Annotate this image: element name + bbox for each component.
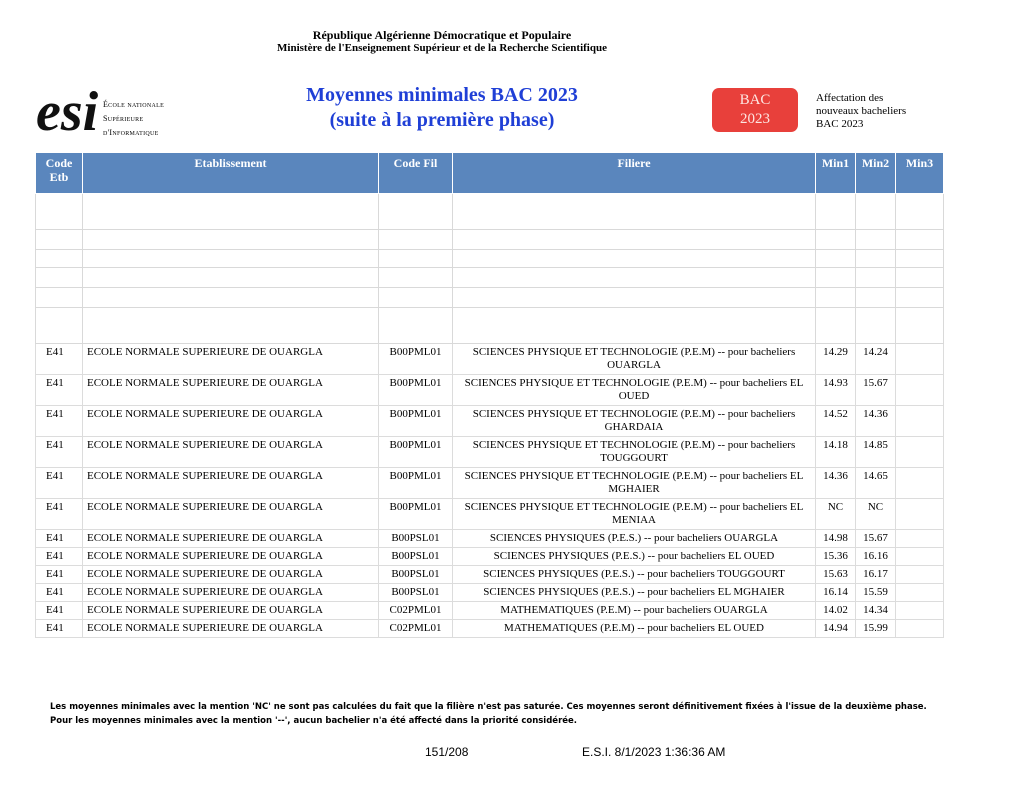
cell-min2: 15.67 <box>856 375 896 406</box>
cell-code-fil: B00PSL01 <box>379 548 453 566</box>
cell-code-etb: E41 <box>36 437 83 468</box>
cell-etablissement: ECOLE NORMALE SUPERIEURE DE OUARGLA <box>83 602 379 620</box>
cell-code-etb: E41 <box>36 406 83 437</box>
cell-min1: 15.63 <box>816 566 856 584</box>
col-header-code-fil: Code Fil <box>379 153 453 194</box>
cell-min1: 14.18 <box>816 437 856 468</box>
cell-min3 <box>896 406 944 437</box>
cell-etablissement: ECOLE NORMALE SUPERIEURE DE OUARGLA <box>83 499 379 530</box>
cell-filiere: SCIENCES PHYSIQUES (P.E.S.) -- pour bacheliers OUARGLA <box>453 530 816 548</box>
cell-min3 <box>896 344 944 375</box>
cell-min1: 14.02 <box>816 602 856 620</box>
cell-etablissement: ECOLE NORMALE SUPERIEURE DE OUARGLA <box>83 375 379 406</box>
cell-code-etb: E41 <box>36 584 83 602</box>
cell-min3 <box>896 548 944 566</box>
cell-min3 <box>896 499 944 530</box>
table-row <box>36 566 944 584</box>
cell-filiere: MATHEMATIQUES (P.E.M) -- pour bacheliers OUARGLA <box>453 602 816 620</box>
cell-code-etb: E41 <box>36 566 83 584</box>
col-header-min2: Min2 <box>856 153 896 194</box>
cell-etablissement: ECOLE NORMALE SUPERIEURE DE OUARGLA <box>83 468 379 499</box>
table-row <box>36 344 944 375</box>
cell-filiere: SCIENCES PHYSIQUE ET TECHNOLOGIE (P.E.M) -- pour bacheliers EL MENIAA <box>453 499 816 530</box>
page-title: Moyennes minimales BAC 2023 <box>306 84 578 106</box>
cell-etablissement: ECOLE NORMALE SUPERIEURE DE OUARGLA <box>83 406 379 437</box>
header-ministry: Ministère de l'Enseignement Supérieur et de la Recherche Scientifique <box>277 42 607 54</box>
cell-etablissement: ECOLE NORMALE SUPERIEURE DE OUARGLA <box>83 530 379 548</box>
cell-code-etb: E41 <box>36 548 83 566</box>
cell-code-fil: C02PML01 <box>379 620 453 638</box>
cell-min2: 16.16 <box>856 548 896 566</box>
cell-min1: 16.14 <box>816 584 856 602</box>
cell-code-fil: B00PML01 <box>379 437 453 468</box>
cell-etablissement: ECOLE NORMALE SUPERIEURE DE OUARGLA <box>83 584 379 602</box>
svg-text:esi: esi <box>36 84 99 136</box>
logo-line-1: École nationale <box>103 100 165 109</box>
table-row <box>36 499 944 530</box>
table-row <box>36 530 944 548</box>
table-row <box>36 468 944 499</box>
table-row <box>36 375 944 406</box>
cell-min1: 14.36 <box>816 468 856 499</box>
badge-line-1: BAC <box>739 92 771 108</box>
cell-code-etb: E41 <box>36 602 83 620</box>
logo-line-3: d'Informatique <box>103 128 159 137</box>
affectation-note <box>816 92 946 131</box>
cell-code-fil: B00PSL01 <box>379 584 453 602</box>
cell-etablissement: ECOLE NORMALE SUPERIEURE DE OUARGLA <box>83 437 379 468</box>
cell-code-fil: B00PSL01 <box>379 566 453 584</box>
esi-logo-text <box>103 98 164 140</box>
cell-code-etb: E41 <box>36 499 83 530</box>
cell-min2: NC <box>856 499 896 530</box>
cell-min3 <box>896 530 944 548</box>
cell-filiere: SCIENCES PHYSIQUES (P.E.S.) -- pour bacheliers EL OUED <box>453 548 816 566</box>
cell-min3 <box>896 566 944 584</box>
cell-etablissement: ECOLE NORMALE SUPERIEURE DE OUARGLA <box>83 548 379 566</box>
empty-row <box>36 268 944 288</box>
bac-2023-badge <box>712 88 798 132</box>
cell-min3 <box>896 375 944 406</box>
cell-code-fil: B00PML01 <box>379 344 453 375</box>
cell-filiere: SCIENCES PHYSIQUES (P.E.S.) -- pour bacheliers EL MGHAIER <box>453 584 816 602</box>
affectation-note-line-2: nouveaux bacheliers <box>816 105 907 117</box>
cell-min1: 15.36 <box>816 548 856 566</box>
table-row <box>36 437 944 468</box>
cell-min2: 14.24 <box>856 344 896 375</box>
footnote-dash: Pour les moyennes minimales avec la mention '--', aucun bachelier n'a été affecté dans la priorité considérée. <box>50 716 578 726</box>
table-row <box>36 406 944 437</box>
esi-logo-icon <box>36 84 100 136</box>
logo-line-2: Supérieure <box>103 114 144 123</box>
badge-line-2: 2023 <box>740 111 770 127</box>
cell-filiere: SCIENCES PHYSIQUE ET TECHNOLOGIE (P.E.M) -- pour bacheliers OUARGLA <box>453 344 816 375</box>
cell-code-etb: E41 <box>36 344 83 375</box>
col-header-min3: Min3 <box>896 153 944 194</box>
cell-code-fil: C02PML01 <box>379 602 453 620</box>
results-table <box>35 152 944 638</box>
cell-min2: 16.17 <box>856 566 896 584</box>
cell-min3 <box>896 620 944 638</box>
affectation-note-line-3: BAC 2023 <box>816 118 864 130</box>
cell-code-etb: E41 <box>36 620 83 638</box>
cell-code-fil: B00PML01 <box>379 499 453 530</box>
cell-code-fil: B00PSL01 <box>379 530 453 548</box>
footnote-nc: Les moyennes minimales avec la mention 'NC' ne sont pas calculées du fait que la filière n'est pas saturée. Ces moyennes seront définitivement fixées à l'issue de la deuxième phase. <box>50 702 927 712</box>
empty-row <box>36 194 944 230</box>
cell-filiere: SCIENCES PHYSIQUE ET TECHNOLOGIE (P.E.M) -- pour bacheliers EL OUED <box>453 375 816 406</box>
cell-min2: 15.67 <box>856 530 896 548</box>
page-number: 151/208 <box>425 745 469 759</box>
cell-min1: 14.93 <box>816 375 856 406</box>
cell-filiere: SCIENCES PHYSIQUE ET TECHNOLOGIE (P.E.M) -- pour bacheliers TOUGGOURT <box>453 437 816 468</box>
col-header-min1: Min1 <box>816 153 856 194</box>
page-subtitle: (suite à la première phase) <box>329 109 555 131</box>
cell-min1: 14.98 <box>816 530 856 548</box>
cell-min2: 15.59 <box>856 584 896 602</box>
cell-min2: 15.99 <box>856 620 896 638</box>
cell-min2: 14.65 <box>856 468 896 499</box>
print-stamp: E.S.I. 8/1/2023 1:36:36 AM <box>582 745 726 759</box>
cell-filiere: SCIENCES PHYSIQUES (P.E.S.) -- pour bacheliers TOUGGOURT <box>453 566 816 584</box>
esi-logo <box>36 84 186 136</box>
col-header-filiere: Filiere <box>453 153 816 194</box>
table-header-row <box>36 153 944 194</box>
cell-min1: NC <box>816 499 856 530</box>
cell-etablissement: ECOLE NORMALE SUPERIEURE DE OUARGLA <box>83 344 379 375</box>
table-row <box>36 584 944 602</box>
cell-min2: 14.34 <box>856 602 896 620</box>
cell-min3 <box>896 468 944 499</box>
cell-min3 <box>896 602 944 620</box>
cell-code-etb: E41 <box>36 468 83 499</box>
cell-filiere: SCIENCES PHYSIQUE ET TECHNOLOGIE (P.E.M) -- pour bacheliers GHARDAIA <box>453 406 816 437</box>
cell-min1: 14.94 <box>816 620 856 638</box>
cell-code-fil: B00PML01 <box>379 375 453 406</box>
cell-etablissement: ECOLE NORMALE SUPERIEURE DE OUARGLA <box>83 620 379 638</box>
cell-etablissement: ECOLE NORMALE SUPERIEURE DE OUARGLA <box>83 566 379 584</box>
table-row <box>36 548 944 566</box>
cell-code-etb: E41 <box>36 530 83 548</box>
cell-min2: 14.85 <box>856 437 896 468</box>
cell-filiere: SCIENCES PHYSIQUE ET TECHNOLOGIE (P.E.M) -- pour bacheliers EL MGHAIER <box>453 468 816 499</box>
cell-code-fil: B00PML01 <box>379 406 453 437</box>
empty-row <box>36 308 944 344</box>
table-row <box>36 602 944 620</box>
empty-row <box>36 250 944 268</box>
empty-row <box>36 288 944 308</box>
cell-min3 <box>896 437 944 468</box>
header-republic: République Algérienne Démocratique et Populaire <box>312 28 572 42</box>
col-header-code-etb: Code Etb <box>36 153 83 194</box>
cell-code-etb: E41 <box>36 375 83 406</box>
cell-code-fil: B00PML01 <box>379 468 453 499</box>
empty-row <box>36 230 944 250</box>
affectation-note-line-1: Affectation des <box>816 92 884 104</box>
table-row <box>36 620 944 638</box>
cell-filiere: MATHEMATIQUES (P.E.M) -- pour bacheliers EL OUED <box>453 620 816 638</box>
cell-min1: 14.29 <box>816 344 856 375</box>
cell-min1: 14.52 <box>816 406 856 437</box>
col-header-etablissement: Etablissement <box>83 153 379 194</box>
cell-min2: 14.36 <box>856 406 896 437</box>
cell-min3 <box>896 584 944 602</box>
